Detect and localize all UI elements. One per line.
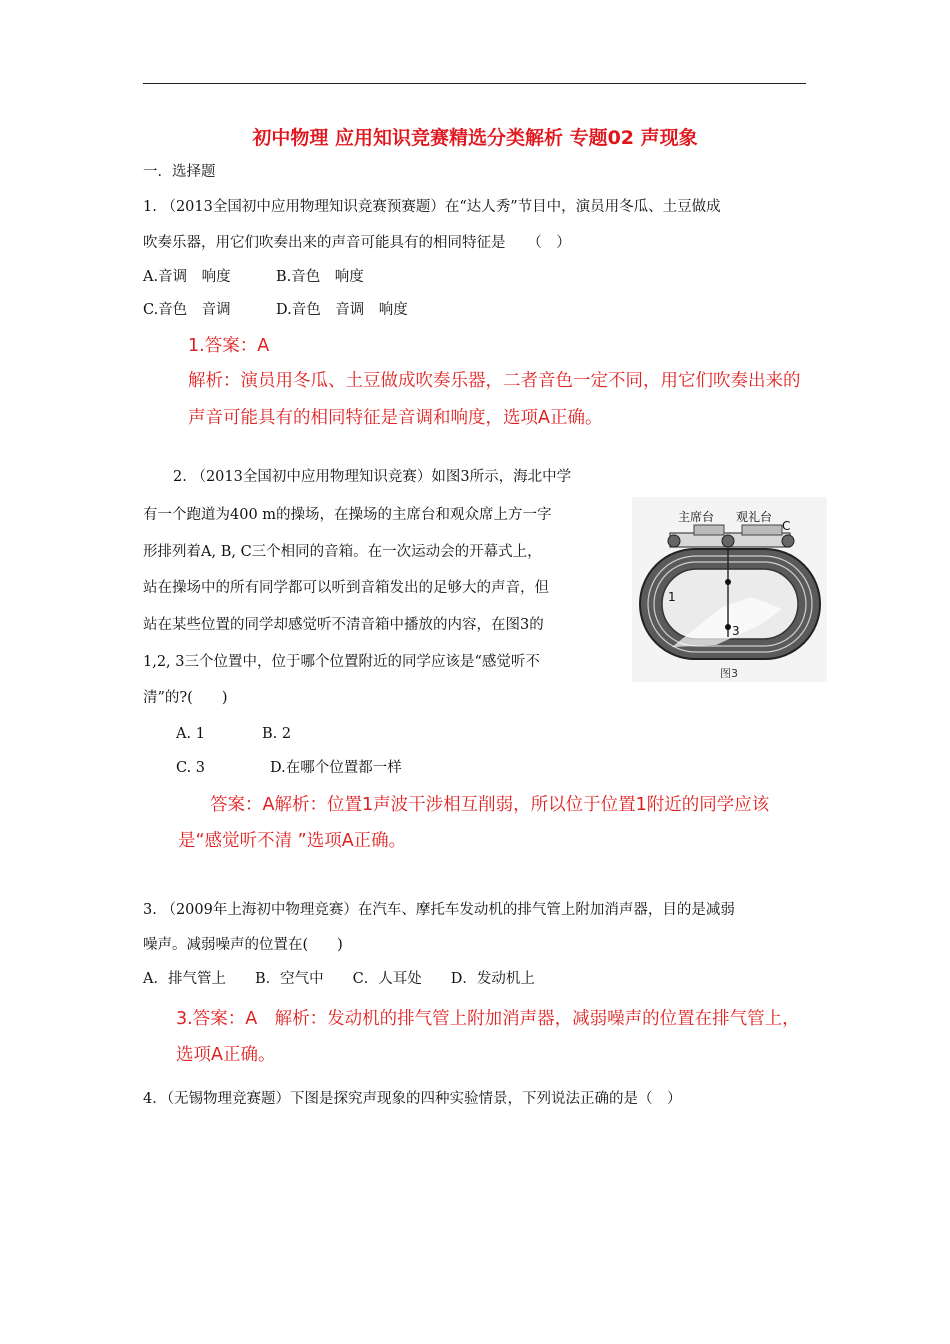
header-rule [143,83,806,84]
label-position-3: 3 [732,624,740,638]
point-2 [725,579,731,585]
q1-analysis-line1: 解析：演员用冬瓜、土豆做成吹奏乐器，二者音色一定不同，用它们吹奏出来的 [188,371,801,391]
q2-stem-line7: 清”的?( ) [143,690,228,706]
section-heading: 一．选择题 [143,164,216,180]
q2-option-c: C. 3 [176,760,206,776]
q3-stem-line1: 3. （2009年上海初中物理竞赛）在汽车、摩托车发动机的排气管上附加消声器，目的是减弱 [143,902,735,918]
q2-option-b: B. 2 [262,726,292,742]
view-stand-roof [742,525,782,535]
q2-stem-line4: 站在操场中的所有同学都可以听到音箱发出的足够大的声音，但 [143,580,549,596]
label-main-stand: 主席台 [678,510,715,524]
speaker-a [668,535,680,547]
track-diagram [632,497,827,682]
q2-stem-line1: 2. （2013全国初中应用物理知识竞赛）如图3所示，海北中学 [173,469,572,485]
q2-stem-line3: 形排列着A, B, C三个相同的音箱。在一次运动会的开幕式上， [143,544,542,560]
q3-answer-line1: 3.答案：A 解析：发动机的排气管上附加消声器，减弱噪声的位置在排气管上， [176,1009,800,1029]
q1-analysis-line2: 声音可能具有的相同特征是音调和响度，选项A正确。 [188,408,603,428]
label-speaker-c: C [782,519,791,533]
figure-caption: 图3 [720,667,738,680]
q1-stem-line2: 吹奏乐器，用它们吹奏出来的声音可能具有的相同特征是 （ ） [143,235,571,251]
q3-answer-line2: 选项A正确。 [176,1045,276,1065]
speaker-c [782,535,794,547]
q3-stem-line2: 噪声。减弱噪声的位置在( ) [143,937,343,953]
q2-stem-line5: 站在某些位置的同学却感觉听不清音箱中播放的内容，在图3的 [143,617,544,633]
page-title: 初中物理 应用知识竞赛精选分类解析 专题02 声现象 [252,127,698,149]
q1-stem-line1: 1. （2013全国初中应用物理知识竞赛预赛题）在“达人秀”节目中，演员用冬瓜、土豆做成 [143,199,721,215]
q1-option-c: C.音色 音调 [143,302,231,318]
q1-option-b: B.音色 响度 [276,269,364,285]
q1-option-d: D.音色 音调 响度 [276,302,408,318]
point-3 [725,624,731,630]
q3-options: A．排气管上 B．空气中 C．人耳处 D．发动机上 [143,971,535,987]
q4-stem-line1: 4．（无锡物理竞赛题）下图是探究声现象的四种实验情景，下列说法正确的是（ ） [143,1091,682,1107]
q2-stem-line6: 1,2, 3三个位置中，位于哪个位置附近的同学应该是“感觉听不 [143,654,540,670]
q2-answer-line2: 是“感觉听不清 ”选项A正确。 [178,831,407,851]
speaker-b [722,535,734,547]
track-figure [632,497,827,682]
label-position-1: 1 [668,590,676,604]
q1-answer: 1.答案：A [188,336,270,356]
main-stand-roof [694,525,724,535]
q2-answer-line1: 答案：A解析：位置1声波干涉相互削弱，所以位于位置1附近的同学应该 [210,795,770,815]
q2-option-a: A. 1 [176,726,205,742]
q2-stem-line2: 有一个跑道为400 m的操场，在操场的主席台和观众席上方一字 [143,507,552,523]
q2-option-d: D.在哪个位置都一样 [270,760,402,776]
q1-option-a: A.音调 响度 [143,269,231,285]
label-view-stand: 观礼台 [736,510,773,524]
